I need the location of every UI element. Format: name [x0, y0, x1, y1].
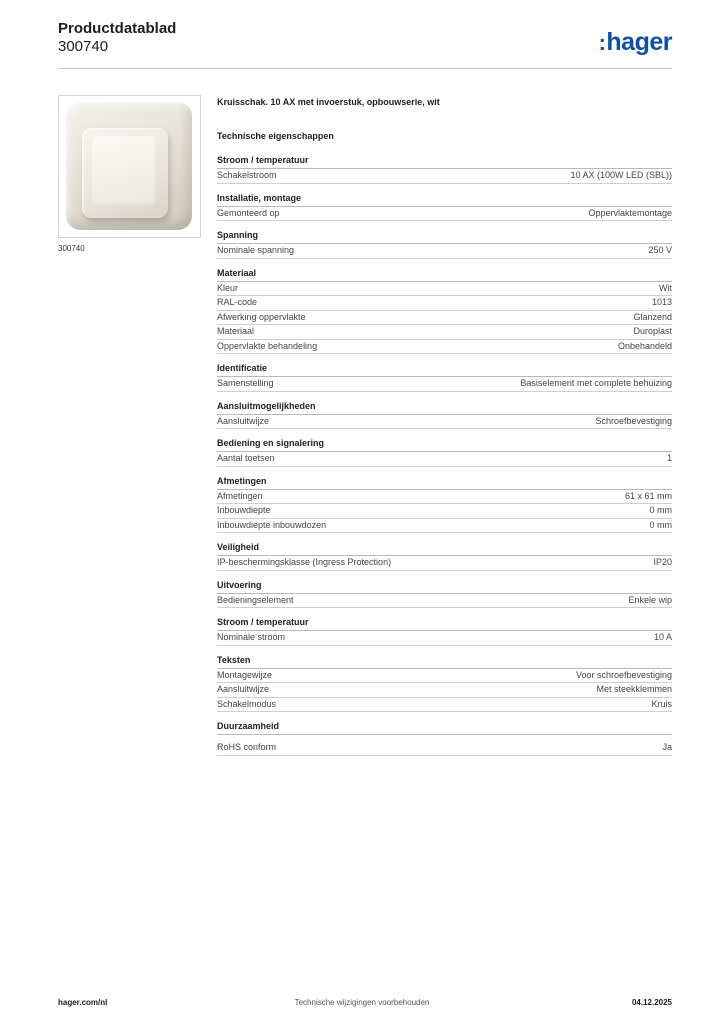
- group-title: Teksten: [217, 655, 672, 669]
- property-row: [217, 169, 672, 184]
- property-name: IP-beschermingsklasse (Ingress Protection): [217, 557, 392, 567]
- property-value: Glanzend: [633, 311, 672, 322]
- technical-properties-heading: Technische eigenschappen: [217, 131, 334, 141]
- footer-disclaimer: Technische wijzigingen voorbehouden: [294, 998, 430, 1007]
- image-caption: 300740: [58, 244, 85, 253]
- property-value: 0 mm: [649, 519, 672, 530]
- property-group: [217, 363, 672, 392]
- hager-logo: [599, 28, 672, 57]
- property-name: RAL-code: [217, 297, 258, 307]
- property-group: [217, 721, 672, 756]
- property-row: [217, 631, 672, 646]
- property-name: Materiaal: [217, 326, 255, 336]
- property-row: [217, 594, 672, 609]
- group-title: Stroom / temperatuur: [217, 155, 672, 169]
- group-title: Spanning: [217, 230, 672, 244]
- properties-list: [217, 155, 672, 756]
- switch-housing: [66, 102, 192, 230]
- property-name: Schakelstroom: [217, 170, 277, 180]
- property-row: [217, 698, 672, 713]
- product-description: Kruisschak. 10 AX met invoerstuk, opbouwserie, wit: [217, 97, 440, 107]
- property-value: 1013: [651, 297, 672, 307]
- group-title: Bediening en signalering: [217, 438, 672, 452]
- property-row: [217, 683, 672, 698]
- property-name: Aansluitwijze: [217, 415, 270, 426]
- product-image: [58, 95, 201, 238]
- property-name: Aantal toetsen: [217, 453, 275, 463]
- property-value: Onbehandeld: [617, 340, 672, 351]
- group-title: Uitvoering: [217, 580, 672, 594]
- property-value: 1: [666, 453, 672, 463]
- property-value: Ja: [662, 742, 672, 752]
- property-group: [217, 617, 672, 646]
- page-title: Productdatablad: [58, 20, 177, 37]
- property-value: 61 x 61 mm: [624, 490, 672, 501]
- group-title: Duurzaamheid: [217, 721, 672, 735]
- property-value: Wit: [659, 282, 672, 293]
- property-row: [217, 415, 672, 430]
- property-group: [217, 193, 672, 222]
- property-value: Duroplast: [633, 326, 672, 336]
- property-value: Met steekklemmen: [596, 684, 672, 694]
- property-row: [217, 296, 672, 311]
- property-name: Inbouwdiepte inbouwdozen: [217, 519, 327, 530]
- property-value: Schroefbevestiging: [595, 415, 672, 426]
- property-group: [217, 655, 672, 713]
- property-value: Voor schroefbevestiging: [575, 669, 672, 680]
- property-name: Montagewijze: [217, 669, 273, 680]
- property-name: Afmetingen: [217, 490, 263, 501]
- property-row: [217, 244, 672, 259]
- switch-rocker: [92, 136, 158, 208]
- property-value: 10 AX (100W LED (SBL)): [570, 170, 672, 180]
- property-name: Nominale stroom: [217, 632, 286, 642]
- group-title: Afmetingen: [217, 476, 672, 490]
- property-group: [217, 580, 672, 609]
- property-name: Nominale spanning: [217, 245, 295, 255]
- property-group: [217, 476, 672, 534]
- property-group: [217, 268, 672, 355]
- switch-plate: [82, 128, 168, 218]
- footer-website: hager.com/nl: [58, 998, 108, 1007]
- property-name: Afwerking oppervlakte: [217, 311, 306, 322]
- property-row: [217, 669, 672, 684]
- property-group: [217, 401, 672, 430]
- property-name: Bedieningselement: [217, 594, 294, 605]
- property-name: Kleur: [217, 282, 239, 293]
- property-group: [217, 155, 672, 184]
- property-row: [217, 741, 672, 756]
- product-code: 300740: [58, 38, 109, 55]
- header-divider: [58, 68, 672, 69]
- property-row: [217, 340, 672, 355]
- property-row: [217, 282, 672, 297]
- property-name: Aansluitwijze: [217, 684, 270, 694]
- property-row: [217, 452, 672, 467]
- group-title: Aansluitmogelijkheden: [217, 401, 672, 415]
- property-group: [217, 438, 672, 467]
- property-row: [217, 325, 672, 340]
- property-value: Enkele wip: [628, 594, 672, 605]
- property-name: Schakelmodus: [217, 698, 277, 709]
- property-group: [217, 230, 672, 259]
- property-value: Oppervlaktemontage: [588, 207, 672, 218]
- group-title: Identificatie: [217, 363, 672, 377]
- property-value: Kruis: [651, 698, 672, 709]
- property-name: Gemonteerd op: [217, 207, 280, 218]
- property-name: Samenstelling: [217, 378, 274, 388]
- property-row: [217, 311, 672, 326]
- group-title: Installatie, montage: [217, 193, 672, 207]
- property-row: [217, 504, 672, 519]
- property-value: Basiselement met complete behuizing: [520, 378, 672, 388]
- logo-text: hager: [606, 28, 672, 56]
- property-name: Oppervlakte behandeling: [217, 340, 318, 351]
- property-value: 10 A: [653, 632, 672, 642]
- group-title: Stroom / temperatuur: [217, 617, 672, 631]
- property-row: [217, 490, 672, 505]
- group-title: Veiligheid: [217, 542, 672, 556]
- property-row: [217, 207, 672, 222]
- property-group: [217, 542, 672, 571]
- property-name: RoHS conform: [217, 742, 277, 752]
- logo-mark: :: [598, 30, 606, 55]
- footer-date: 04.12.2025: [631, 998, 672, 1007]
- group-title: Materiaal: [217, 268, 672, 282]
- property-value: 250 V: [648, 245, 672, 255]
- property-name: Inbouwdiepte: [217, 505, 271, 515]
- property-value: IP20: [653, 557, 672, 567]
- property-row: [217, 377, 672, 392]
- property-row: [217, 556, 672, 571]
- property-row: [217, 519, 672, 534]
- property-value: 0 mm: [649, 505, 672, 515]
- product-details: [217, 96, 672, 765]
